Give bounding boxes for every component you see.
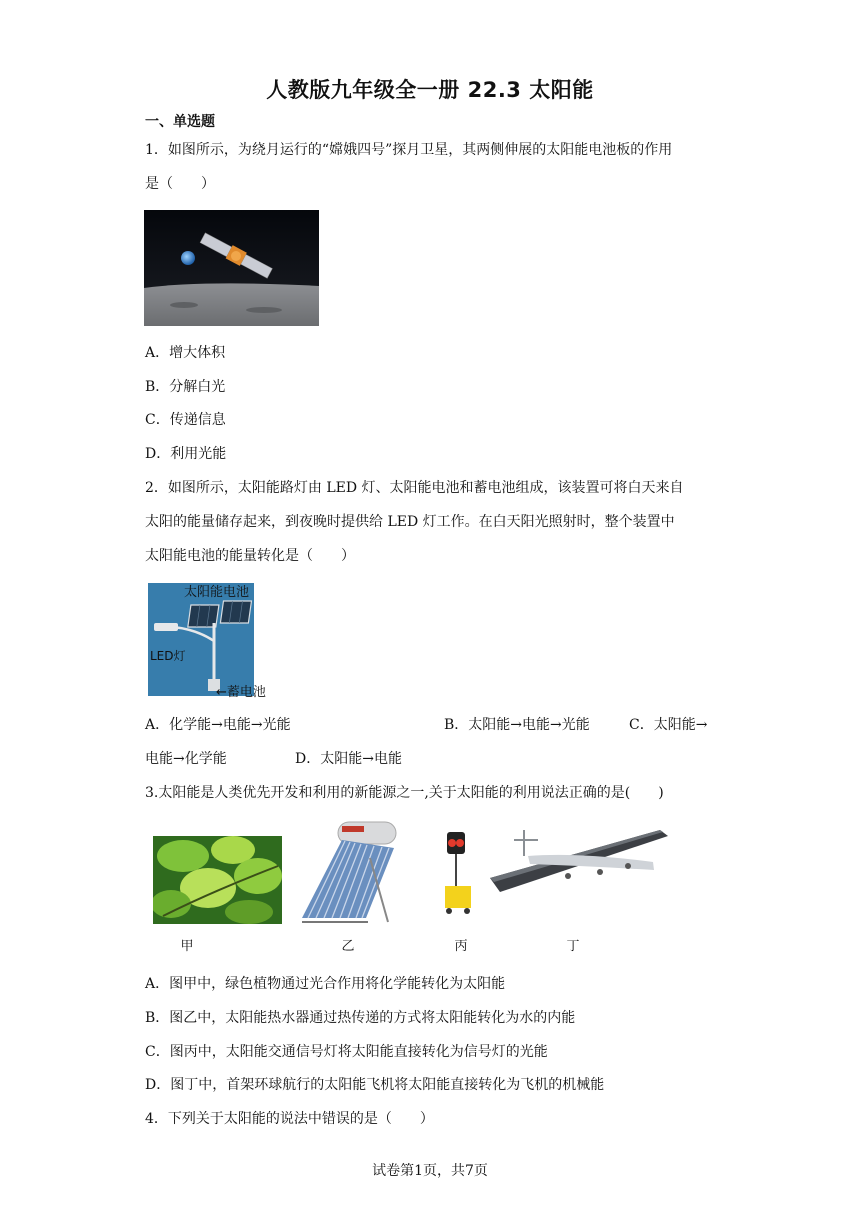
q1-option-b: B．分解白光 <box>145 379 226 395</box>
q2-option-c-part1: C．太阳能→ <box>629 717 708 733</box>
caption-bing: 丙 <box>454 939 468 954</box>
caption-yi: 乙 <box>341 939 355 954</box>
q3-option-a: A．图甲中，绿色植物通过光合作用将化学能转化为太阳能 <box>145 976 506 992</box>
street-light-image <box>146 583 270 699</box>
solar-water-heater-image <box>298 818 398 926</box>
q1-option-d: D．利用光能 <box>145 446 227 462</box>
q1-stem-line1: 1．如图所示，为绕月运行的“嫦娥四号”探月卫星，其两侧伸展的太阳能电池板的作用 <box>145 142 673 158</box>
section-heading: 一、单选题 <box>145 114 215 130</box>
caption-ding: 丁 <box>566 939 580 954</box>
leaves-image <box>153 836 282 924</box>
solar-traffic-signal-image <box>437 830 477 915</box>
q2-stem-line1: 2．如图所示，太阳能路灯由 LED 灯、太阳能电池和蓄电池组成，该装置可将白天来自 <box>145 480 684 496</box>
q3-stem: 3.太阳能是人类优先开发和利用的新能源之一,关于太阳能的利用说法正确的是( ) <box>145 785 664 801</box>
q3-option-c: C．图丙中，太阳能交通信号灯将太阳能直接转化为信号灯的光能 <box>145 1044 548 1060</box>
page-title: 人教版九年级全一册 22.3 太阳能 <box>266 78 594 102</box>
q2-stem-line2: 太阳的能量储存起来，到夜晚时提供给 LED 灯工作。在白天阳光照射时，整个装置中 <box>145 514 675 530</box>
q4-stem: 4．下列关于太阳能的说法中错误的是（ ） <box>145 1111 434 1127</box>
q1-option-c: C．传递信息 <box>145 412 226 428</box>
label-led-lamp: LED灯 <box>150 649 186 663</box>
q3-option-b: B．图乙中，太阳能热水器通过热传递的方式将太阳能转化为水的内能 <box>145 1010 576 1026</box>
label-solar-panel: 太阳能电池 <box>184 585 250 600</box>
q1-option-a: A．增大体积 <box>145 345 226 361</box>
solar-airplane-image <box>488 826 670 902</box>
label-battery: ←蓄电池 <box>216 685 266 700</box>
q2-option-c-part2: 电能→化学能 <box>145 751 227 767</box>
q2-option-b: B．太阳能→电能→光能 <box>444 717 590 733</box>
page-footer: 试卷第1页，共7页 <box>372 1163 488 1179</box>
satellite-image <box>144 210 319 326</box>
caption-jia: 甲 <box>180 939 194 954</box>
q1-stem-line2: 是（ ） <box>145 176 215 192</box>
label-battery-text: 蓄电池 <box>226 685 266 700</box>
q3-option-d: D．图丁中，首架环球航行的太阳能飞机将太阳能直接转化为飞机的机械能 <box>145 1077 605 1093</box>
q2-option-a: A．化学能→电能→光能 <box>145 717 291 733</box>
q2-option-d: D．太阳能→电能 <box>295 751 402 767</box>
q2-stem-line3: 太阳能电池的能量转化是（ ） <box>145 548 355 564</box>
